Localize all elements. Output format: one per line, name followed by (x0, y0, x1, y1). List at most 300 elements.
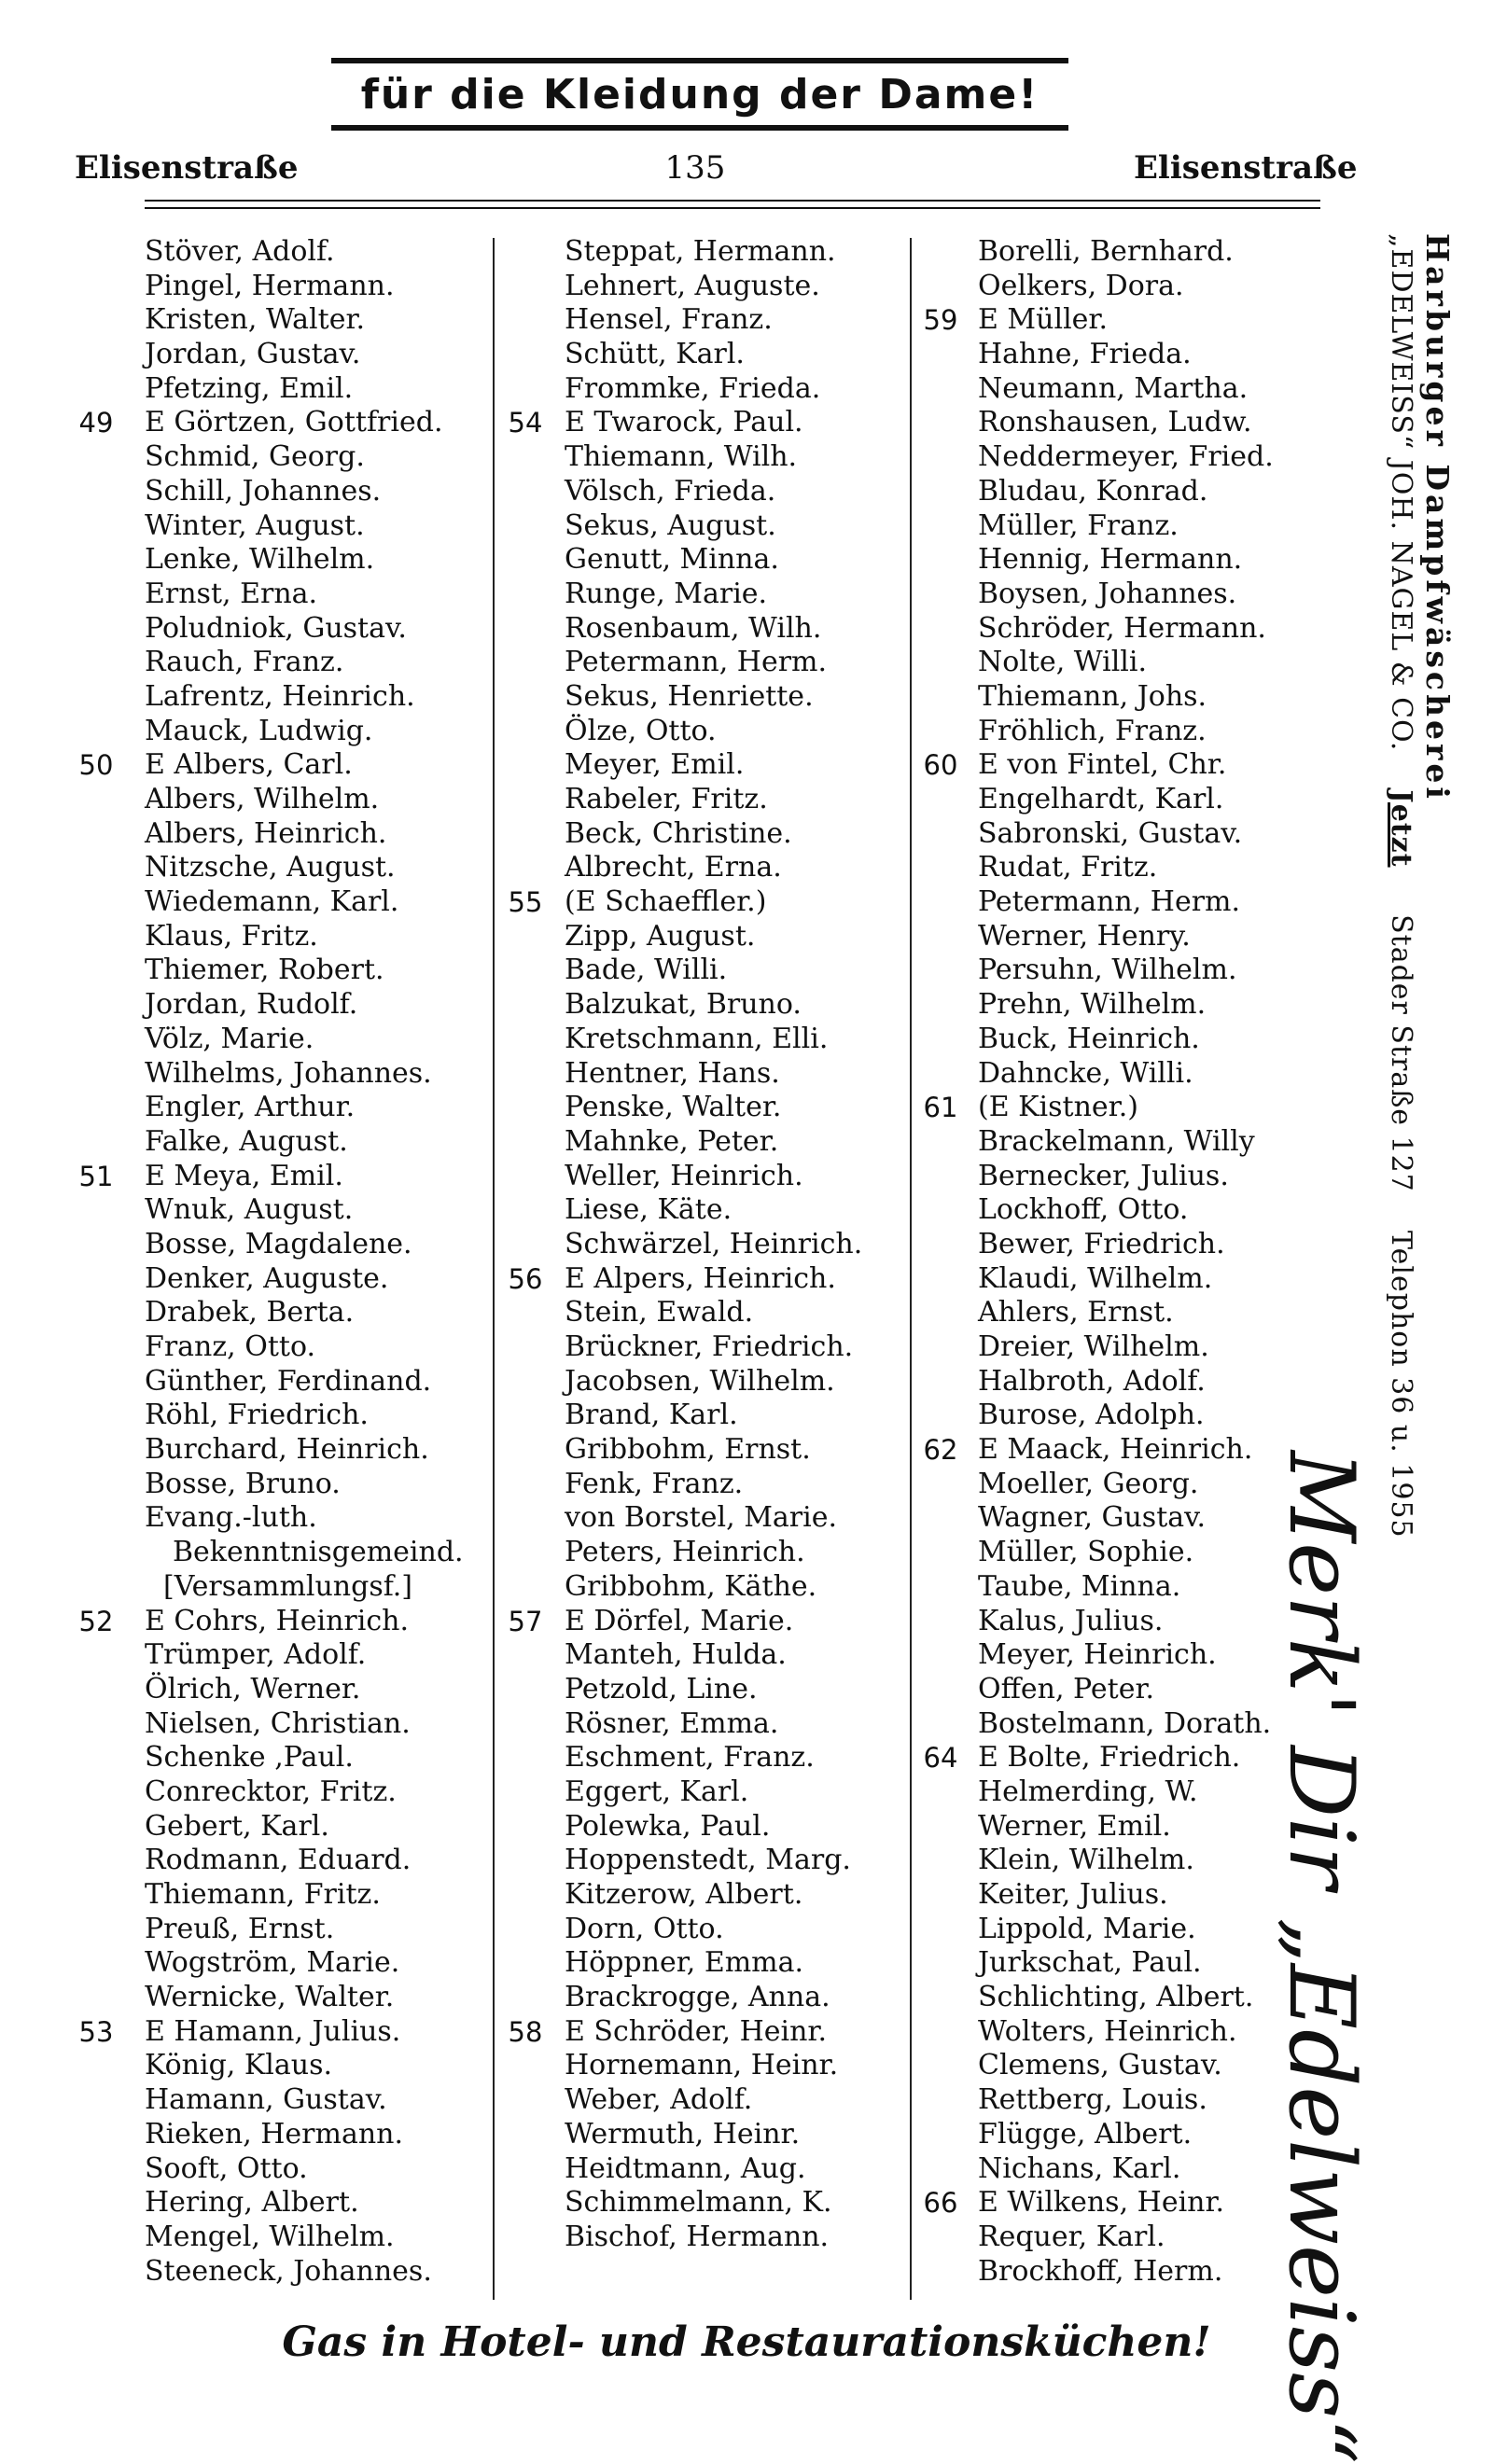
directory-entry (565, 475, 862, 509)
resident-name: Günther, Ferdinand. (145, 1364, 432, 1398)
directory-entry (978, 1570, 1274, 1605)
resident-name: König, Klaus. (145, 2049, 333, 2082)
resident-name: Jurkschat, Paul. (978, 1946, 1202, 1980)
resident-name: Wolters, Heinrich. (978, 2014, 1237, 2048)
directory-entry (145, 1638, 464, 1673)
directory-entry (508, 406, 862, 440)
directory-entry (565, 2083, 862, 2118)
directory-entry (978, 1468, 1274, 1502)
directory-entry (145, 2220, 464, 2255)
directory-entry (78, 406, 464, 440)
directory-entry (565, 1638, 862, 1673)
resident-name: Thiemann, Fritz. (145, 1878, 381, 1911)
house-number: 58 (508, 2015, 543, 2048)
directory-entry (565, 235, 862, 270)
resident-name: Offen, Peter. (978, 1672, 1155, 1705)
directory-entry (145, 372, 464, 407)
directory-entry (978, 1228, 1274, 1262)
resident-name: Burchard, Heinrich. (145, 1433, 429, 1467)
directory-entry (565, 1023, 862, 1057)
directory-entry (145, 1673, 464, 1707)
directory-entry (145, 817, 464, 852)
resident-name: E Cohrs, Heinrich. (145, 1604, 410, 1637)
directory-entry (145, 2118, 464, 2152)
directory-entry (145, 1091, 464, 1125)
directory-entry (978, 543, 1274, 578)
directory-entry (145, 1365, 464, 1399)
resident-name: Lippold, Marie. (978, 1912, 1196, 1945)
directory-entry (145, 1946, 464, 1981)
resident-name: Hentner, Hans. (565, 1056, 780, 1090)
directory-entry (565, 851, 862, 885)
resident-name: Schütt, Karl. (565, 338, 745, 371)
directory-entry (978, 1844, 1274, 1878)
side-ad-line1: Harburger Dampfwäscherei (1419, 233, 1456, 802)
directory-entry (565, 1741, 862, 1775)
directory-entry (145, 715, 464, 749)
resident-name: Wernicke, Walter. (145, 1981, 395, 2014)
resident-name: E Albers, Carl. (145, 748, 353, 782)
directory-entry (565, 1981, 862, 2015)
resident-name: Brackrogge, Anna. (565, 1981, 830, 2014)
resident-name: Meyer, Heinrich. (978, 1638, 1217, 1672)
resident-name: Moeller, Georg. (978, 1467, 1199, 1500)
house-number: 57 (508, 1605, 543, 1637)
resident-name: Clemens, Gustav. (978, 2049, 1222, 2082)
directory-entry (565, 1946, 862, 1981)
resident-name: Polewka, Paul. (565, 1809, 771, 1843)
directory-entry (565, 440, 862, 475)
resident-name: Rudat, Fritz. (978, 851, 1158, 884)
resident-name: Schröder, Hermann. (978, 611, 1266, 645)
directory-entry (978, 2083, 1274, 2118)
resident-name: Dahncke, Willi. (978, 1056, 1193, 1090)
resident-name: Lockhoff, Otto. (978, 1193, 1189, 1227)
directory-entry (978, 1913, 1274, 1947)
header-street-right: Elisenstraße (1134, 149, 1358, 187)
directory-entry (145, 1981, 464, 2015)
directory-entry (145, 885, 464, 920)
directory-entry (145, 988, 464, 1023)
directory-entry (565, 2220, 862, 2255)
resident-name: Kristen, Walter. (145, 303, 366, 337)
directory-entry (145, 954, 464, 988)
directory-entry (565, 1125, 862, 1160)
resident-name: Steeneck, Johannes. (145, 2254, 432, 2288)
resident-name: E Meya, Emil. (145, 1159, 343, 1192)
directory-entry (145, 1228, 464, 1262)
resident-name: Penske, Walter. (565, 1091, 782, 1124)
directory-entry (978, 988, 1274, 1023)
directory-entry (565, 270, 862, 304)
resident-name: Bosse, Magdalene. (145, 1227, 412, 1260)
resident-name: Schwärzel, Heinrich. (565, 1227, 863, 1260)
directory-entry (565, 715, 862, 749)
directory-entry (923, 1741, 1274, 1775)
resident-name: E von Fintel, Chr. (978, 748, 1227, 782)
resident-name: Gribbohm, Käthe. (565, 1569, 817, 1603)
resident-name: Fröhlich, Franz. (978, 714, 1207, 747)
directory-entry (978, 1878, 1274, 1913)
resident-name: Kitzerow, Albert. (565, 1878, 803, 1911)
resident-name: Wiedemann, Karl. (145, 885, 399, 919)
resident-name: Schenke ,Paul. (145, 1741, 354, 1775)
resident-name: Ronshausen, Ludw. (978, 406, 1252, 439)
resident-name: Nitzsche, August. (145, 851, 396, 884)
resident-name: Steppat, Hermann. (565, 235, 836, 268)
resident-name: Preuß, Ernst. (145, 1912, 335, 1945)
house-number: 50 (78, 749, 114, 782)
directory-entry (978, 1673, 1274, 1707)
directory-entry (145, 1468, 464, 1502)
resident-name: Schimmelmann, K. (565, 2186, 832, 2220)
resident-name: Rettberg, Louis. (978, 2083, 1207, 2117)
house-number: 53 (78, 2015, 114, 2048)
directory-entry (978, 1501, 1274, 1536)
directory-entry (145, 1023, 464, 1057)
house-number: 62 (923, 1434, 958, 1467)
directory-entry (565, 1433, 862, 1468)
resident-name: E Bolte, Friedrich. (978, 1741, 1241, 1775)
resident-name: Klaudi, Wilhelm. (978, 1261, 1213, 1295)
resident-name: Thiemann, Wilh. (565, 440, 798, 474)
resident-name: Denker, Auguste. (145, 1261, 389, 1295)
resident-name: Mauck, Ludwig. (145, 714, 373, 747)
resident-name: (E Schaeffler.) (565, 885, 767, 919)
directory-entry (508, 1261, 862, 1297)
resident-name: Röhl, Friedrich. (145, 1399, 369, 1432)
directory-entry (978, 1605, 1274, 1639)
directory-entry (145, 1570, 464, 1605)
directory-entry (978, 2220, 1274, 2255)
side-ad-slogan: Merk' Dir „Edelweiss“ (1269, 1451, 1374, 2464)
house-number: 61 (923, 1092, 958, 1124)
resident-name: Nichans, Karl. (978, 2151, 1181, 2185)
resident-name: Wagner, Gustav. (978, 1501, 1207, 1535)
resident-name: E Görtzen, Gottfried. (145, 406, 443, 439)
resident-name: Manteh, Hulda. (565, 1638, 787, 1672)
directory-entry (565, 1057, 862, 1092)
directory-entry (565, 680, 862, 715)
header-rule-bottom (145, 207, 1320, 209)
directory-entry (978, 680, 1274, 715)
directory-entry (565, 509, 862, 544)
side-ad-jetzt: Jetzt (1385, 789, 1417, 868)
resident-name: Helmerding, W. (978, 1775, 1198, 1808)
resident-name: Ahlers, Ernst. (978, 1296, 1174, 1329)
header-street-left: Elisenstraße (75, 149, 299, 187)
resident-name: Werner, Henry. (978, 919, 1191, 953)
resident-name: Petermann, Herm. (565, 646, 828, 679)
directory-entry (978, 920, 1274, 954)
bottom-advertisement-banner: Gas in Hotel- und Restaurationsküchen! (282, 2318, 1211, 2366)
directory-entry (145, 578, 464, 612)
directory-entry (565, 1365, 862, 1399)
directory-entry (565, 1296, 862, 1330)
directory-entry (565, 1091, 862, 1125)
directory-entry (565, 2118, 862, 2152)
directory-entry (145, 1125, 464, 1160)
resident-name: Ölrich, Werner. (145, 1672, 361, 1705)
directory-entry (145, 509, 464, 544)
resident-name: Gebert, Karl. (145, 1809, 329, 1843)
directory-entry (565, 646, 862, 680)
directory-entry (565, 1193, 862, 1228)
side-ad-company: „EDELWEISS“ JOH. NAGEL & CO. (1385, 233, 1417, 752)
directory-entry (565, 2049, 862, 2083)
directory-entry (978, 1399, 1274, 1433)
directory-entry (565, 1330, 862, 1365)
directory-entry (978, 1330, 1274, 1365)
resident-name: Evang.-luth. (145, 1501, 317, 1535)
directory-entry (565, 1707, 862, 1742)
column-divider-2 (910, 238, 912, 2300)
directory-entry (145, 475, 464, 509)
resident-name: Kretschmann, Elli. (565, 1022, 829, 1055)
resident-name: Wilhelms, Johannes. (145, 1056, 432, 1090)
directory-entry (923, 748, 1274, 783)
resident-column-2 (508, 235, 863, 2255)
directory-entry (565, 1775, 862, 1810)
directory-entry (978, 1707, 1274, 1742)
resident-name: Albers, Wilhelm. (145, 783, 380, 815)
resident-name: Flügge, Albert. (978, 2117, 1193, 2151)
directory-entry (78, 1604, 464, 1639)
resident-name: Hering, Albert. (145, 2186, 359, 2220)
directory-entry (978, 270, 1274, 304)
resident-name: Ölze, Otto. (565, 714, 717, 747)
directory-entry (978, 509, 1274, 544)
resident-name: Boysen, Johannes. (978, 577, 1237, 610)
directory-entry (145, 2049, 464, 2083)
header-rule-top (145, 200, 1320, 202)
resident-column-1 (78, 235, 464, 2289)
directory-entry (978, 612, 1274, 647)
resident-name: Conrecktor, Fritz. (145, 1775, 397, 1808)
directory-entry (565, 783, 862, 817)
directory-entry (565, 1878, 862, 1913)
resident-name: Hensel, Franz. (565, 303, 773, 337)
resident-name: Höppner, Emma. (565, 1946, 804, 1980)
directory-entry (923, 1091, 1274, 1125)
top-banner-text: für die Kleidung der Dame! (360, 70, 1040, 118)
resident-name: Hennig, Hermann. (978, 543, 1243, 577)
resident-name: Thiemann, Johs. (978, 679, 1207, 713)
resident-name: Jacobsen, Wilhelm. (565, 1364, 835, 1398)
resident-name: E Hamann, Julius. (145, 2014, 401, 2048)
directory-entry (565, 612, 862, 647)
directory-entry (565, 988, 862, 1023)
house-number: 51 (78, 1160, 114, 1192)
resident-name: Jordan, Gustav. (145, 338, 361, 371)
directory-entry (145, 680, 464, 715)
resident-name: E Müller. (978, 303, 1108, 337)
directory-entry (508, 885, 862, 920)
resident-name: Albers, Heinrich. (145, 816, 387, 850)
house-number: 59 (923, 304, 958, 337)
resident-name: Hoppenstedt, Marg. (565, 1844, 851, 1877)
resident-name: E Twarock, Paul. (565, 406, 803, 439)
resident-name: Wermuth, Heinr. (565, 2117, 801, 2151)
directory-entry (145, 338, 464, 372)
resident-name: [Versammlungsf.] (163, 1569, 412, 1603)
directory-entry (145, 235, 464, 270)
directory-entry (978, 1946, 1274, 1981)
resident-name: Thiemer, Robert. (145, 954, 384, 987)
directory-entry (978, 2118, 1274, 2152)
directory-entry (565, 578, 862, 612)
directory-entry (145, 2255, 464, 2290)
directory-entry (978, 1810, 1274, 1845)
resident-name: Meyer, Emil. (565, 748, 745, 782)
side-ad-line2 (1385, 233, 1417, 1538)
directory-entry (978, 1981, 1274, 2015)
resident-name: Peters, Heinrich. (565, 1536, 805, 1569)
resident-name: Zipp, August. (565, 919, 756, 953)
resident-name: Trümper, Adolf. (145, 1638, 367, 1672)
directory-entry (145, 2083, 464, 2118)
directory-entry (978, 338, 1274, 372)
house-number: 64 (923, 1742, 958, 1775)
directory-entry (978, 1125, 1274, 1160)
resident-name: Keiter, Julius. (978, 1878, 1168, 1911)
directory-entry (978, 235, 1274, 270)
resident-name: Petermann, Herm. (978, 885, 1241, 919)
resident-name: Frommke, Frieda. (565, 371, 821, 405)
resident-name: Pingel, Hermann. (145, 269, 395, 302)
directory-entry (565, 1913, 862, 1947)
directory-entry (978, 715, 1274, 749)
directory-entry (145, 440, 464, 475)
resident-name: Völz, Marie. (145, 1022, 314, 1055)
directory-entry (978, 2015, 1274, 2050)
directory-entry (145, 920, 464, 954)
resident-name: Klein, Wilhelm. (978, 1844, 1194, 1877)
column-divider-1 (493, 238, 495, 2300)
directory-entry (565, 2152, 862, 2187)
directory-entry (145, 646, 464, 680)
resident-name: E Dörfel, Marie. (565, 1604, 794, 1637)
directory-entry (145, 1536, 464, 1570)
resident-name: Wnuk, August. (145, 1193, 354, 1227)
directory-entry (978, 1193, 1274, 1228)
directory-entry (508, 1604, 862, 1639)
directory-entry (565, 543, 862, 578)
directory-entry (978, 851, 1274, 885)
resident-name: (E Kistner.) (978, 1091, 1138, 1124)
resident-name: Schill, Johannes. (145, 474, 382, 508)
resident-name: Neumann, Martha. (978, 371, 1249, 405)
resident-name: Petzold, Line. (565, 1672, 758, 1705)
resident-name: Hamann, Gustav. (145, 2083, 387, 2117)
resident-name: Dreier, Wilhelm. (978, 1330, 1209, 1363)
resident-name: Persuhn, Wilhelm. (978, 954, 1237, 987)
resident-name: Bade, Willi. (565, 954, 728, 987)
resident-name: Wogström, Marie. (145, 1946, 400, 1980)
house-number: 55 (508, 886, 543, 919)
resident-name: Genutt, Minna. (565, 543, 779, 577)
resident-name: Drabek, Berta. (145, 1296, 355, 1329)
house-number: 54 (508, 407, 543, 439)
resident-name: Rösner, Emma. (565, 1706, 779, 1740)
directory-entry (978, 2049, 1274, 2083)
directory-entry (145, 1330, 464, 1365)
resident-name: Stein, Ewald. (565, 1296, 754, 1329)
directory-entry (978, 406, 1274, 440)
resident-name: Eschment, Franz. (565, 1741, 815, 1775)
resident-name: Pfetzing, Emil. (145, 371, 354, 405)
directory-entry (565, 1160, 862, 1194)
resident-name: Mengel, Wilhelm. (145, 2220, 395, 2253)
page-number: 135 (664, 149, 726, 187)
resident-name: Ernst, Erna. (145, 577, 318, 610)
resident-name: Bekenntnisgemeind. (173, 1536, 464, 1569)
directory-entry (978, 1160, 1274, 1194)
resident-name: Gribbohm, Ernst. (565, 1433, 811, 1467)
directory-entry (78, 748, 464, 783)
resident-name: Bostelmann, Dorath. (978, 1706, 1272, 1740)
directory-entry (565, 1673, 862, 1707)
resident-name: Müller, Sophie. (978, 1536, 1194, 1569)
resident-name: Heidtmann, Aug. (565, 2151, 806, 2185)
directory-entry (978, 2152, 1274, 2187)
resident-name: Weber, Adolf. (565, 2083, 753, 2117)
directory-entry (978, 440, 1274, 475)
resident-name: Rabeler, Fritz. (565, 783, 768, 815)
resident-name: Sekus, August. (565, 508, 776, 542)
house-number: 56 (508, 1262, 543, 1295)
resident-name: Lafrentz, Heinrich. (145, 679, 415, 713)
directory-entry (145, 1193, 464, 1228)
directory-entry (565, 1468, 862, 1502)
resident-name: Sooft, Otto. (145, 2151, 308, 2185)
resident-name: Prehn, Wilhelm. (978, 988, 1207, 1022)
directory-entry (978, 1057, 1274, 1092)
resident-name: Balzukat, Bruno. (565, 988, 802, 1022)
directory-entry (565, 1228, 862, 1262)
directory-entry (978, 372, 1274, 407)
directory-entry (508, 2014, 862, 2050)
directory-entry (145, 1913, 464, 1947)
directory-entry (978, 1536, 1274, 1570)
directory-entry (565, 1844, 862, 1878)
directory-entry (978, 646, 1274, 680)
resident-name: Hornemann, Heinr. (565, 2049, 839, 2082)
directory-entry (565, 338, 862, 372)
resident-name: Rosenbaum, Wilh. (565, 611, 822, 645)
directory-entry (978, 2255, 1274, 2290)
resident-name: Winter, August. (145, 508, 365, 542)
resident-name: Liese, Käte. (565, 1193, 733, 1227)
directory-entry (145, 1057, 464, 1092)
directory-entry (145, 1399, 464, 1433)
directory-entry (978, 1262, 1274, 1297)
directory-entry (145, 1741, 464, 1775)
directory-entry (145, 303, 464, 338)
resident-name: Engler, Arthur. (145, 1091, 356, 1124)
directory-entry (145, 270, 464, 304)
directory-entry (923, 303, 1274, 338)
resident-name: Weller, Heinrich. (565, 1159, 803, 1192)
resident-name: Sekus, Henriette. (565, 679, 814, 713)
directory-entry (145, 1844, 464, 1878)
directory-entry (145, 851, 464, 885)
directory-entry (978, 1023, 1274, 1057)
resident-name: Beck, Christine. (565, 816, 792, 850)
resident-name: Taube, Minna. (978, 1569, 1181, 1603)
resident-name: Müller, Franz. (978, 508, 1179, 542)
resident-name: Stöver, Adolf. (145, 235, 335, 268)
